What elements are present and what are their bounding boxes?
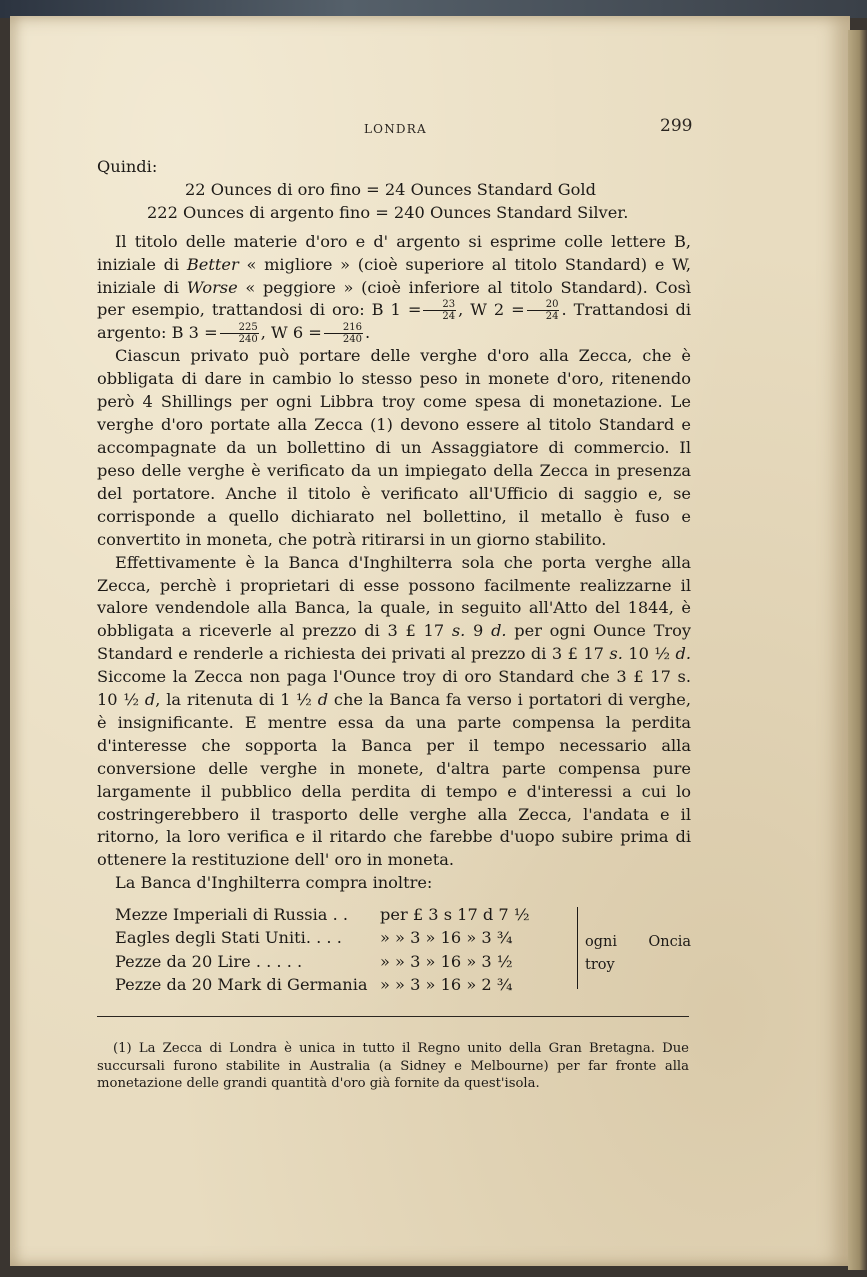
fraction-denominator: 24 — [545, 311, 559, 323]
main-text — [97, 156, 691, 996]
text-run: , W 2 = — [458, 300, 525, 320]
fraction-numerator: 23 — [423, 299, 456, 311]
text-run: Siccome la Zecca non paga l'Ounce troy di oro Standard che 3 £ 17 s. 10 ½ — [97, 667, 691, 710]
text-run: , W 6 = — [260, 323, 322, 343]
unit-pence: d — [144, 690, 156, 710]
fraction-b1 — [423, 299, 456, 322]
paragraph-privato: Ciascun privato può portare delle verghe d'oro alla Zecca, che è obbligata di dare in cambio lo stesso peso in monete d'oro, ritenendo però 4 Shillings per ogni Libbra troy come spesa di monetazione. Le verghe d'oro portate alla Zecca (1) devono essere al titolo Standard e accompagnate da un bollettino di un Assaggiatore di commercio. Il peso delle verghe è verificato da un impiegato della Zecca in presenza del portatore. Anche il titolo è verificato all'Ufficio di saggio e, se corrisponde a quello dichiarato nel bollettino, il metallo è fuso e convertito in moneta, che potrà ritirarsi in un giorno stabilito. — [97, 346, 691, 549]
unit-shilling: s. — [609, 644, 623, 664]
text-run: , la ritenuta di 1 ½ — [155, 690, 318, 710]
equation-silver: 222 Ounces di argento fino = 240 Ounces Standard Silver. — [147, 202, 629, 222]
text-run: . Trattandosi di argento: B 3 = — [97, 300, 691, 343]
fraction-denominator: 24 — [442, 311, 456, 323]
page-edge — [848, 30, 867, 1270]
unit-pence: d. — [491, 621, 507, 641]
unit-pence: d. — [675, 644, 691, 664]
coin-price: per £ 3 s 17 d 7 ½ — [380, 905, 530, 925]
text-run: 9 — [465, 621, 492, 641]
unit-label: ogni Oncia troy — [585, 934, 691, 974]
coin-name: Pezze da 20 Lire . . . . . — [115, 951, 303, 971]
text-run: Effettivamente è la Banca d'Inghilterra sola che porta verghe alla Zecca, perchè i proprietari di esse possono facilmente realizzarne il valore vendendole alla Banca, la quale, in seguito all'Atto del 1844, è obbligata a riceverle al prezzo di 3 £ 17 — [97, 552, 691, 641]
equation-gold: 22 Ounces di oro fino = 24 Ounces Standard Gold — [185, 179, 596, 199]
coin-row — [97, 903, 691, 926]
brace — [577, 907, 584, 989]
page-number: 299 — [660, 116, 693, 136]
unit-shilling: s. — [451, 621, 466, 641]
coin-name: Pezze da 20 Mark di Germania — [115, 974, 368, 994]
fraction-w2 — [527, 299, 560, 322]
coin-price: » » 3 » 16 » 3 ¾ — [380, 928, 513, 948]
text-run: per ogni Ounce Troy Standard e renderle a richiesta dei privati al prezzo di 3 £ 17 — [97, 621, 692, 664]
paragraph-titolo — [97, 231, 691, 346]
quindi-line: Quindi: — [97, 157, 158, 176]
fraction-numerator: 225 — [220, 322, 259, 334]
coin-table — [97, 903, 691, 996]
term-worse: Worse — [186, 277, 238, 297]
coin-name: Mezze Imperiali di Russia . . — [115, 905, 349, 925]
paragraph-banca — [97, 552, 691, 873]
coin-price: » » 3 » 16 » 3 ½ — [380, 951, 513, 971]
fraction-numerator: 216 — [324, 322, 363, 334]
coin-name: Eagles degli Stati Uniti. . . . — [115, 928, 342, 948]
text-run: . — [364, 323, 371, 343]
fraction-numerator: 20 — [527, 299, 560, 311]
paragraph-compra: La Banca d'Inghilterra compra inoltre: — [115, 873, 433, 893]
term-better: Better — [186, 254, 239, 274]
running-head: LONDRA — [364, 122, 427, 136]
text-run: « migliore » (cioè superiore al titolo Standard) e W, iniziale di — [97, 254, 691, 297]
fraction-b3 — [220, 322, 259, 345]
text-run: Il titolo delle materie d'oro e d' argento si esprime colle lettere B, iniziale di — [97, 231, 691, 274]
unit-pence: d — [317, 690, 329, 710]
fraction-w6 — [324, 322, 363, 345]
coin-price: » » 3 » 16 » 2 ¾ — [380, 974, 513, 994]
footnote — [97, 1040, 689, 1093]
text-run: « peggiore » (cioè inferiore al titolo Standard). Così per esempio, trattandosi di oro: B 1 = — [97, 277, 691, 320]
footnote-text: (1) La Zecca di Londra è unica in tutto il Regno unito della Gran Bretagna. Due succursali furono stabilite in Australia (a Sidney e Melbourne) per far fronte alla monetazione delle grandi quantità d'oro già fornite da quest'isola. — [97, 1041, 689, 1091]
fraction-denominator: 240 — [342, 334, 362, 346]
footnote-rule — [97, 1016, 689, 1017]
text-run: che la Banca fa verso i portatori di verghe, è insignificante. E mentre essa da una parte compensa la perdita d'interesse che sopporta la Banca per il tempo necessario alla conversione delle verghe in monete, d'altra parte compensa pure largamente il pubblico della perdita di tempo e d'interessi a cui lo costringerebbero il trasporto delle verghe alla Zecca, l'andata e il ritorno, la loro verifica e il ritardo che farebbe d'uopo subire prima di ottenere la restituzione dell' oro in moneta. — [97, 690, 691, 870]
fraction-denominator: 240 — [238, 334, 258, 346]
text-run: 10 ½ — [622, 644, 676, 664]
